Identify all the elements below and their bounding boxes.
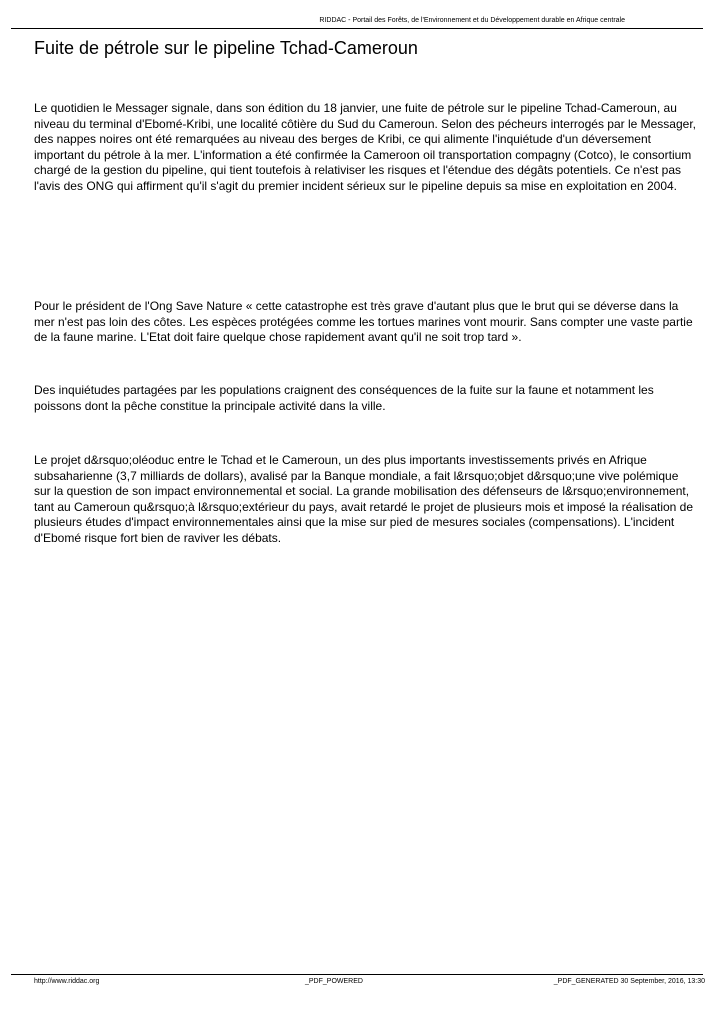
article-title: Fuite de pétrole sur le pipeline Tchad-Cameroun: [34, 38, 418, 58]
footer-powered: _PDF_POWERED: [305, 978, 363, 985]
header-site-title: RIDDAC - Portail des Forêts, de l'Environnement et du Développement durable en Afrique centrale: [319, 17, 625, 24]
article-paragraph-4: Le projet d&rsquo;oléoduc entre le Tchad et le Cameroun, un des plus importants investissements privés en Afrique subsaharienne (3,7 milliards de dollars), avalisé par la Banque mondiale, a fait l&rsquo;objet d&rsquo;une vive polémique sur la question de son impact environnemental et social. La grande mobilisation des défenseurs de l&rsquo;environnement, tant au Cameroun qu&rsquo;à l&rsquo;extérieur du pays, avait retardé le projet de plusieurs mois et imposé la réalisation de plusieurs études d'impact environnementales ainsi que la mise sur pied de mesures sociales (compensations). L'incident d'Ebomé risque fort bien de raviver les débats.: [34, 453, 694, 545]
article-paragraph-3: Des inquiétudes partagées par les populations craignent des conséquences de la fuite sur la faune et notamment les poissons dont la pêche constitue la principale activité dans la ville.: [34, 383, 654, 413]
footer-divider: [11, 974, 703, 975]
header-divider: [11, 28, 703, 29]
footer-generated: _PDF_GENERATED 30 September, 2016, 13:30: [553, 978, 705, 985]
footer-url-link[interactable]: http://www.riddac.org: [34, 978, 100, 985]
article-paragraph-1: Le quotidien le Messager signale, dans son édition du 18 janvier, une fuite de pétrole sur le pipeline Tchad-Cameroun, au niveau du terminal d'Ebomé-Kribi, une localité côtière du Sud du Cameroun. Selon des pécheurs interrogés par le Messager, des nappes noires ont été remarquées au niveau des berges de Kribi, ce qui alimente l'inquiétude d'un déversement important du pétrole à la mer. L'information a été confirmée la Cameroon oil transportation compagny (Cotco), le consortium chargé de la gestion du pipeline, qui tient toutefois à relativiser les risques et l'étendue des dégâts potentiels. Ce n'est pas l'avis des ONG qui affirment qu'il s'agit du premier incident sérieux sur le pipeline depuis sa mise en exploitation en 2004.: [34, 101, 696, 193]
article-paragraph-2: Pour le président de l'Ong Save Nature « cette catastrophe est très grave d'autant plus que le brut qui se déverse dans la mer n'est pas loin des côtes. Les espèces protégées comme les tortues marines vont mourir. Sans compter une vaste partie de la faune marine. L'Etat doit faire quelque chose rapidement avant qu'il ne soit trop tard ».: [34, 299, 693, 344]
